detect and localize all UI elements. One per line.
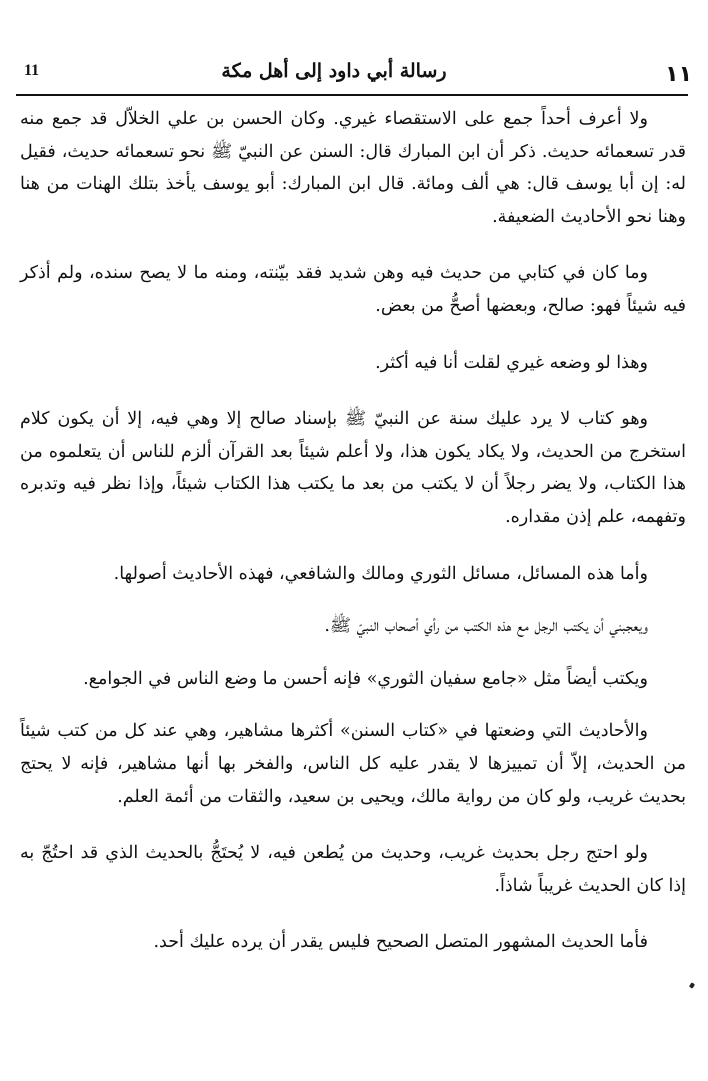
paragraph-10: فأما الحديث المشهور المتصل الصحيح فليس يقدر أن يرده عليك أحد. xyxy=(153,932,648,953)
paragraph-4: وهو كتاب لا يرد عليك سنة عن النبيّ ﷺ بإسناد صالح إلا وهي فيه، إلا أن يكون كلام استخرج من الحديث، ولا يكاد يكون هذا، ولا أعلم شيئاً بعد القرآن ألزم للناس أن يتعلموه من هذا الكتاب، ولا يضر رجلاً أن لا يكتب من بعد ما يكتب هذا الكتاب شيئاً، وإذا نظر فيه وتدبره وتفهمه، علم إذن مقداره. xyxy=(20,409,686,527)
paragraph-6: ويعجبني أن يكتب الرجل مع هذه الكتب من رأي أصحاب النبيّ ﷺ. xyxy=(324,616,648,637)
body-text xyxy=(20,103,686,983)
paragraph-5: وأما هذه المسائل، مسائل الثوري ومالك والشافعي، فهذه الأحاديث أصولها. xyxy=(113,563,648,584)
page-number-latin: 11 xyxy=(24,62,40,79)
running-header xyxy=(16,58,692,92)
paragraph-7: ويكتب أيضاً مثل «جامع سفيان الثوري» فإنه أحسن ما وضع الناس في الجوامع. xyxy=(83,668,648,689)
header-rule xyxy=(16,94,688,96)
page-number-arabic: ١١ xyxy=(665,62,692,87)
paragraph-1: ولا أعرف أحداً جمع على الاستقصاء غيري. وكان الحسن بن علي الخلاّل قد جمع منه قدر تسعمائه حديث. ذكر أن ابن المبارك قال: السنن عن النبيّ ﷺ نحو تسعمائه حديث، فقيل له: إن أبا يوسف قال: هي ألف ومائة. قال ابن المبارك: أبو يوسف يأخذ بتلك الهنات من هنا وهنا نحو الأحاديث الضعيفة. xyxy=(20,109,686,227)
paragraph-3: وهذا لو وضعه غيري لقلت أنا فيه أكثر. xyxy=(375,352,648,373)
paragraph-8: والأحاديث التي وضعتها في «كتاب السنن» أكثرها مشاهير، وهي عند كل من كتب شيئاً من الحديث، إلاّ أن تمييزها لا يقدر عليه كل الناس، والفخر بها أنها مشاهير، فإنه لا يحتج بحديث غريب، ولو كان من رواية مالك، ويحيى بن سعيد، والثقات من أئمة العلم. xyxy=(20,721,686,807)
running-title: رسالة أبي داود إلى أهل مكة xyxy=(221,60,447,82)
ink-speck xyxy=(689,982,695,988)
paragraph-2: وما كان في كتابي من حديث فيه وهن شديد فقد بيّنته، ومنه ما لا يصح سنده، ولم أذكر فيه شيئاً فهو: صالح، وبعضها أصحُّ من بعض. xyxy=(20,263,686,316)
paragraph-9: ولو احتج رجل بحديث غريب، وحديث من يُطعن فيه، لا يُحتَجُّ بالحديث الذي قد احتُجّ به إذا كان الحديث غريباً شاذاً. xyxy=(20,843,686,896)
